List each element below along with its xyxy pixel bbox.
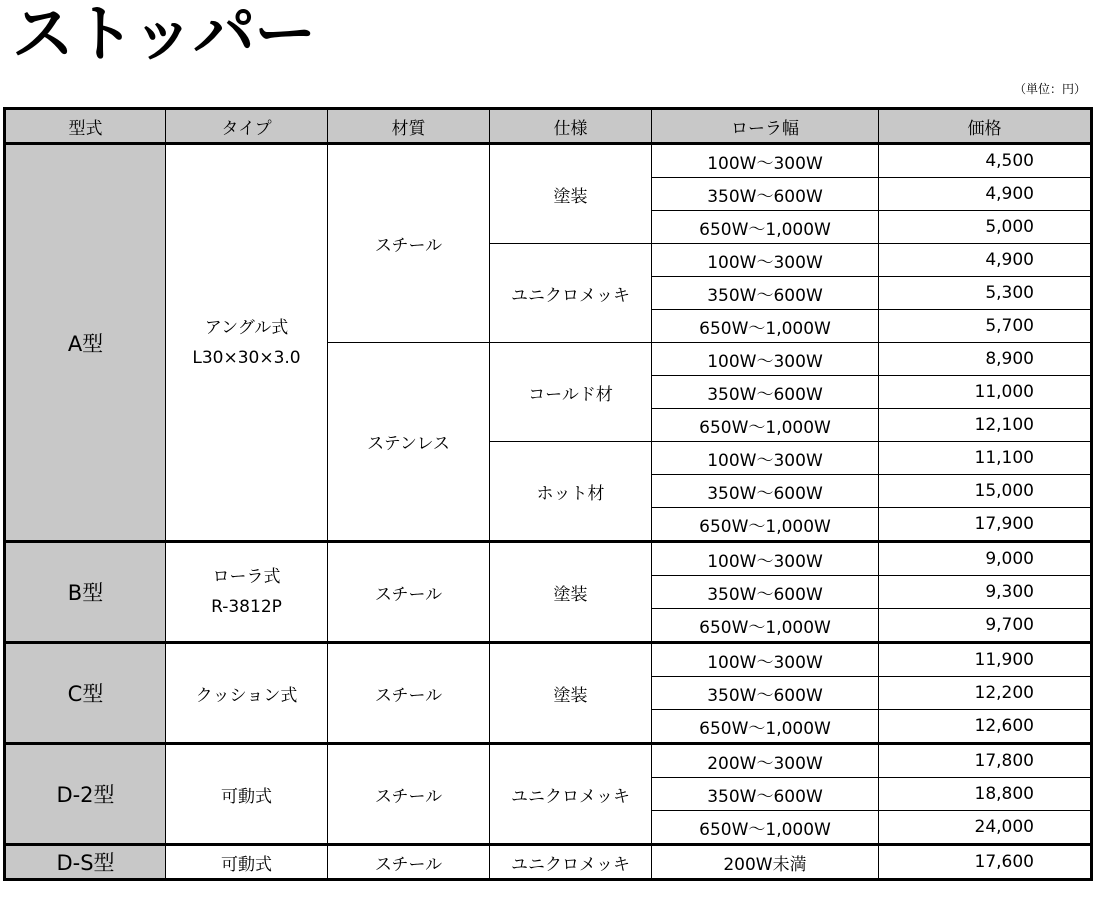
spec-cell: ユニクロメッキ xyxy=(490,744,652,845)
width-cell: 100W〜300W xyxy=(652,643,879,677)
price-cell: 17,900 xyxy=(879,508,1092,542)
table-row xyxy=(5,144,1092,178)
price-cell: 4,500 xyxy=(879,144,1092,178)
type-cell-c: クッション式 xyxy=(166,643,328,744)
width-cell: 650W〜1,000W xyxy=(652,609,879,643)
price-cell: 17,800 xyxy=(879,744,1092,778)
spec-cell: 塗装 xyxy=(490,643,652,744)
spec-cell: ユニクロメッキ xyxy=(490,244,652,343)
model-cell-c: C型 xyxy=(5,643,166,744)
price-cell: 5,300 xyxy=(879,277,1092,310)
price-cell: 5,000 xyxy=(879,211,1092,244)
price-cell: 12,200 xyxy=(879,677,1092,710)
price-table xyxy=(3,107,1093,881)
model-cell-a: A型 xyxy=(5,144,166,542)
type-cell-a xyxy=(166,144,328,542)
type-name: ローラ式 xyxy=(212,567,281,587)
price-cell: 17,600 xyxy=(879,845,1092,880)
header-model: 型式 xyxy=(5,109,166,144)
type-name: アングル式 xyxy=(204,317,289,338)
unit-note: （単位：円） xyxy=(1013,82,1086,96)
width-cell: 350W〜600W xyxy=(652,677,879,710)
header-spec: 仕様 xyxy=(490,109,652,144)
spec-cell: ユニクロメッキ xyxy=(490,845,652,880)
material-cell: スチール xyxy=(328,643,490,744)
price-cell: 18,800 xyxy=(879,778,1092,811)
width-cell: 350W〜600W xyxy=(652,178,879,211)
width-cell: 100W〜300W xyxy=(652,144,879,178)
width-cell: 100W〜300W xyxy=(652,343,879,376)
width-cell: 350W〜600W xyxy=(652,576,879,609)
header-material: 材質 xyxy=(328,109,490,144)
price-cell: 4,900 xyxy=(879,244,1092,277)
price-cell: 12,600 xyxy=(879,710,1092,744)
price-cell: 12,100 xyxy=(879,409,1092,442)
width-cell: 650W〜1,000W xyxy=(652,409,879,442)
price-cell: 15,000 xyxy=(879,475,1092,508)
material-cell: ステンレス xyxy=(328,343,490,542)
spec-cell: 塗装 xyxy=(490,542,652,643)
spec-cell: 塗装 xyxy=(490,144,652,244)
header-row xyxy=(5,109,1092,144)
table-row xyxy=(5,744,1092,778)
table-row xyxy=(5,542,1092,576)
price-cell: 9,700 xyxy=(879,609,1092,643)
price-cell: 8,900 xyxy=(879,343,1092,376)
width-cell: 650W〜1,000W xyxy=(652,508,879,542)
spec-cell: ホット材 xyxy=(490,442,652,542)
width-cell: 350W〜600W xyxy=(652,376,879,409)
type-cell-ds: 可動式 xyxy=(166,845,328,880)
width-cell: 200W〜300W xyxy=(652,744,879,778)
price-cell: 11,900 xyxy=(879,643,1092,677)
width-cell: 100W〜300W xyxy=(652,244,879,277)
width-cell: 650W〜1,000W xyxy=(652,211,879,244)
table-row xyxy=(5,845,1092,880)
width-cell: 350W〜600W xyxy=(652,277,879,310)
width-cell: 350W〜600W xyxy=(652,475,879,508)
price-cell: 4,900 xyxy=(879,178,1092,211)
price-cell: 11,000 xyxy=(879,376,1092,409)
width-cell: 350W〜600W xyxy=(652,778,879,811)
type-spec: R-3812P xyxy=(211,597,282,617)
type-cell-b xyxy=(166,542,328,643)
width-cell: 100W〜300W xyxy=(652,442,879,475)
header-type: タイプ xyxy=(166,109,328,144)
price-cell: 11,100 xyxy=(879,442,1092,475)
material-cell: スチール xyxy=(328,542,490,643)
price-cell: 24,000 xyxy=(879,811,1092,845)
width-cell: 650W〜1,000W xyxy=(652,811,879,845)
model-cell-ds: D-S型 xyxy=(5,845,166,880)
width-cell: 650W〜1,000W xyxy=(652,310,879,343)
price-cell: 9,300 xyxy=(879,576,1092,609)
type-spec: L30×30×3.0 xyxy=(192,347,301,368)
header-roller-width: ローラ幅 xyxy=(652,109,879,144)
table-row xyxy=(5,643,1092,677)
width-cell: 650W〜1,000W xyxy=(652,710,879,744)
type-cell-d2: 可動式 xyxy=(166,744,328,845)
price-cell: 5,700 xyxy=(879,310,1092,343)
material-cell: スチール xyxy=(328,144,490,343)
spec-cell: コールド材 xyxy=(490,343,652,442)
width-cell: 200W未満 xyxy=(652,845,879,880)
price-cell: 9,000 xyxy=(879,542,1092,576)
material-cell: スチール xyxy=(328,845,490,880)
page-title: ストッパー xyxy=(12,0,316,70)
material-cell: スチール xyxy=(328,744,490,845)
width-cell: 100W〜300W xyxy=(652,542,879,576)
header-price: 価格 xyxy=(879,109,1092,144)
model-cell-d2: D-2型 xyxy=(5,744,166,845)
model-cell-b: B型 xyxy=(5,542,166,643)
